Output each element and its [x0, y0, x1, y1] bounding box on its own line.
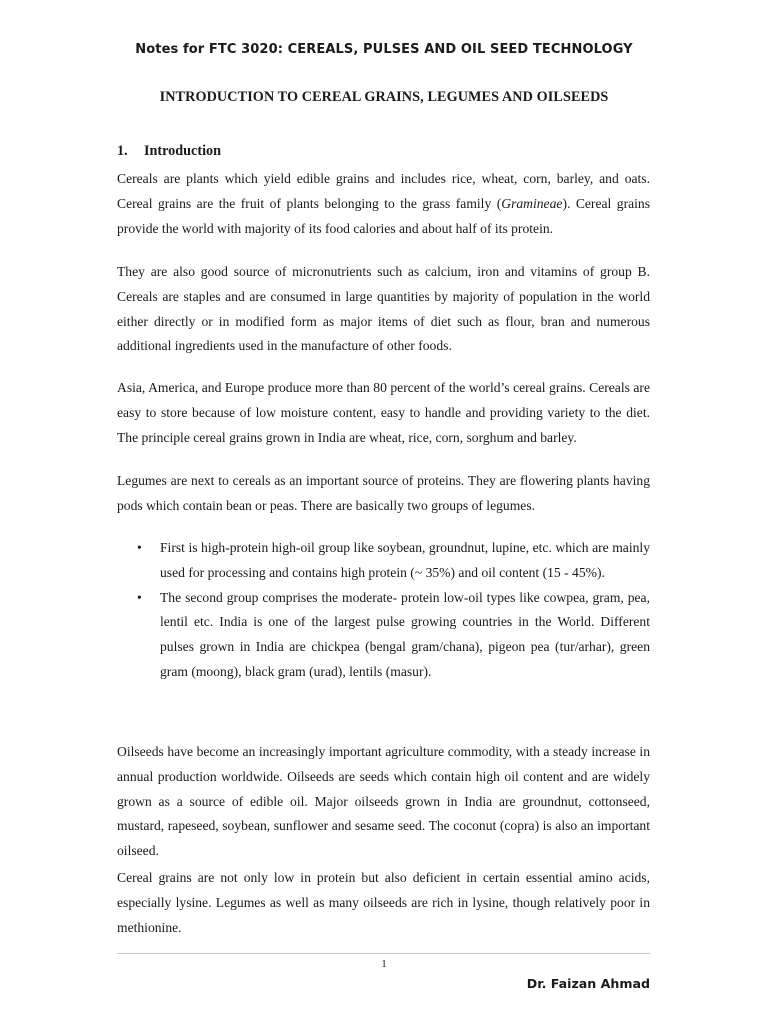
bullet-marker: • — [137, 589, 142, 605]
list-item-text: First is high-protein high-oil group like soybean, groundnut, lupine, etc. which are mainly used for processing and contains high protein (~ 35%) and oil content (15 - 45%). — [160, 540, 650, 580]
list-item-text: The second group comprises the moderate- protein low-oil types like cowpea, gram, pea, lentil etc. India is one of the largest pulse growing countries in the World. Different pulses grown in India are chickpea (bengal gram/chana), pigeon pea (tur/arhar), green gram (moong), black gram (urad), lentils (masur). — [160, 589, 650, 679]
paragraph-cereals-intro — [117, 167, 650, 241]
italic-term: Gramineae — [501, 195, 563, 211]
paragraph-legumes — [117, 469, 650, 519]
page-number: 1 — [381, 958, 387, 970]
footer-author: Dr. Faizan Ahmad — [526, 976, 650, 991]
paragraph-text: They are also good source of micronutrients such as calcium, iron and vitamins of group B. Cereals are staples and are consumed in large quantities by majority of population in the world either directly or in modified form as major items of diet such as flour, bran and numerous additional ingredients used in the manufacture of other foods. — [117, 264, 650, 354]
paragraph-text: ). Cereal grains provide the world with majority of its food calories and about half of its protein. — [117, 195, 650, 236]
footer-divider — [117, 953, 650, 954]
document-header-title: Notes for FTC 3020: CEREALS, PULSES AND OIL SEED TECHNOLOGY — [135, 42, 633, 57]
paragraph-text: Cereal grains are not only low in protein but also deficient in certain essential amino acids, especially lysine. Legumes as well as many oilseeds are rich in lysine, though relatively poor in methionine. — [117, 870, 650, 935]
list-item — [117, 536, 650, 586]
bullet-marker: • — [137, 540, 142, 555]
paragraph-text: Asia, America, and Europe produce more than 80 percent of the world’s cereal grains. Cereals are easy to store because of low moisture content, easy to handle and providing variety to the diet. The principle cereal grains grown in India are wheat, rice, corn, sorghum and barley. — [117, 380, 650, 445]
paragraph-text: Cereals are plants which yield edible grains and includes rice, wheat, corn, barley, and oats. Cereal grains are the fruit of plants belonging to the grass family ( — [117, 171, 650, 211]
paragraph-text: Oilseeds have become an increasingly important agriculture commodity, with a steady increase in annual production worldwide. Oilseeds are seeds which contain high oil content and are widely grown as a source of edible oil. Major oilseeds grown in India are groundnut, cottonseed, mustard, rapeseed, soybean, sunflower and sesame seed. The coconut (copra) is also an important oilseed. — [117, 744, 650, 859]
section-heading — [117, 143, 221, 160]
paragraph-production — [117, 376, 650, 450]
paragraph-micronutrients — [117, 260, 650, 359]
paragraph-text: Legumes are next to cereals as an important source of proteins. They are flowering plants having pods which contain bean or peas. There are basically two groups of legumes. — [117, 473, 650, 513]
paragraph-amino-acids — [117, 866, 650, 940]
paragraph-oilseeds — [117, 740, 650, 864]
list-item — [117, 586, 650, 685]
document-subtitle: INTRODUCTION TO CEREAL GRAINS, LEGUMES AND OILSEEDS — [159, 89, 609, 105]
section-number: 1. — [117, 143, 128, 159]
section-title: Introduction — [144, 143, 221, 159]
legume-groups-list — [117, 536, 650, 685]
